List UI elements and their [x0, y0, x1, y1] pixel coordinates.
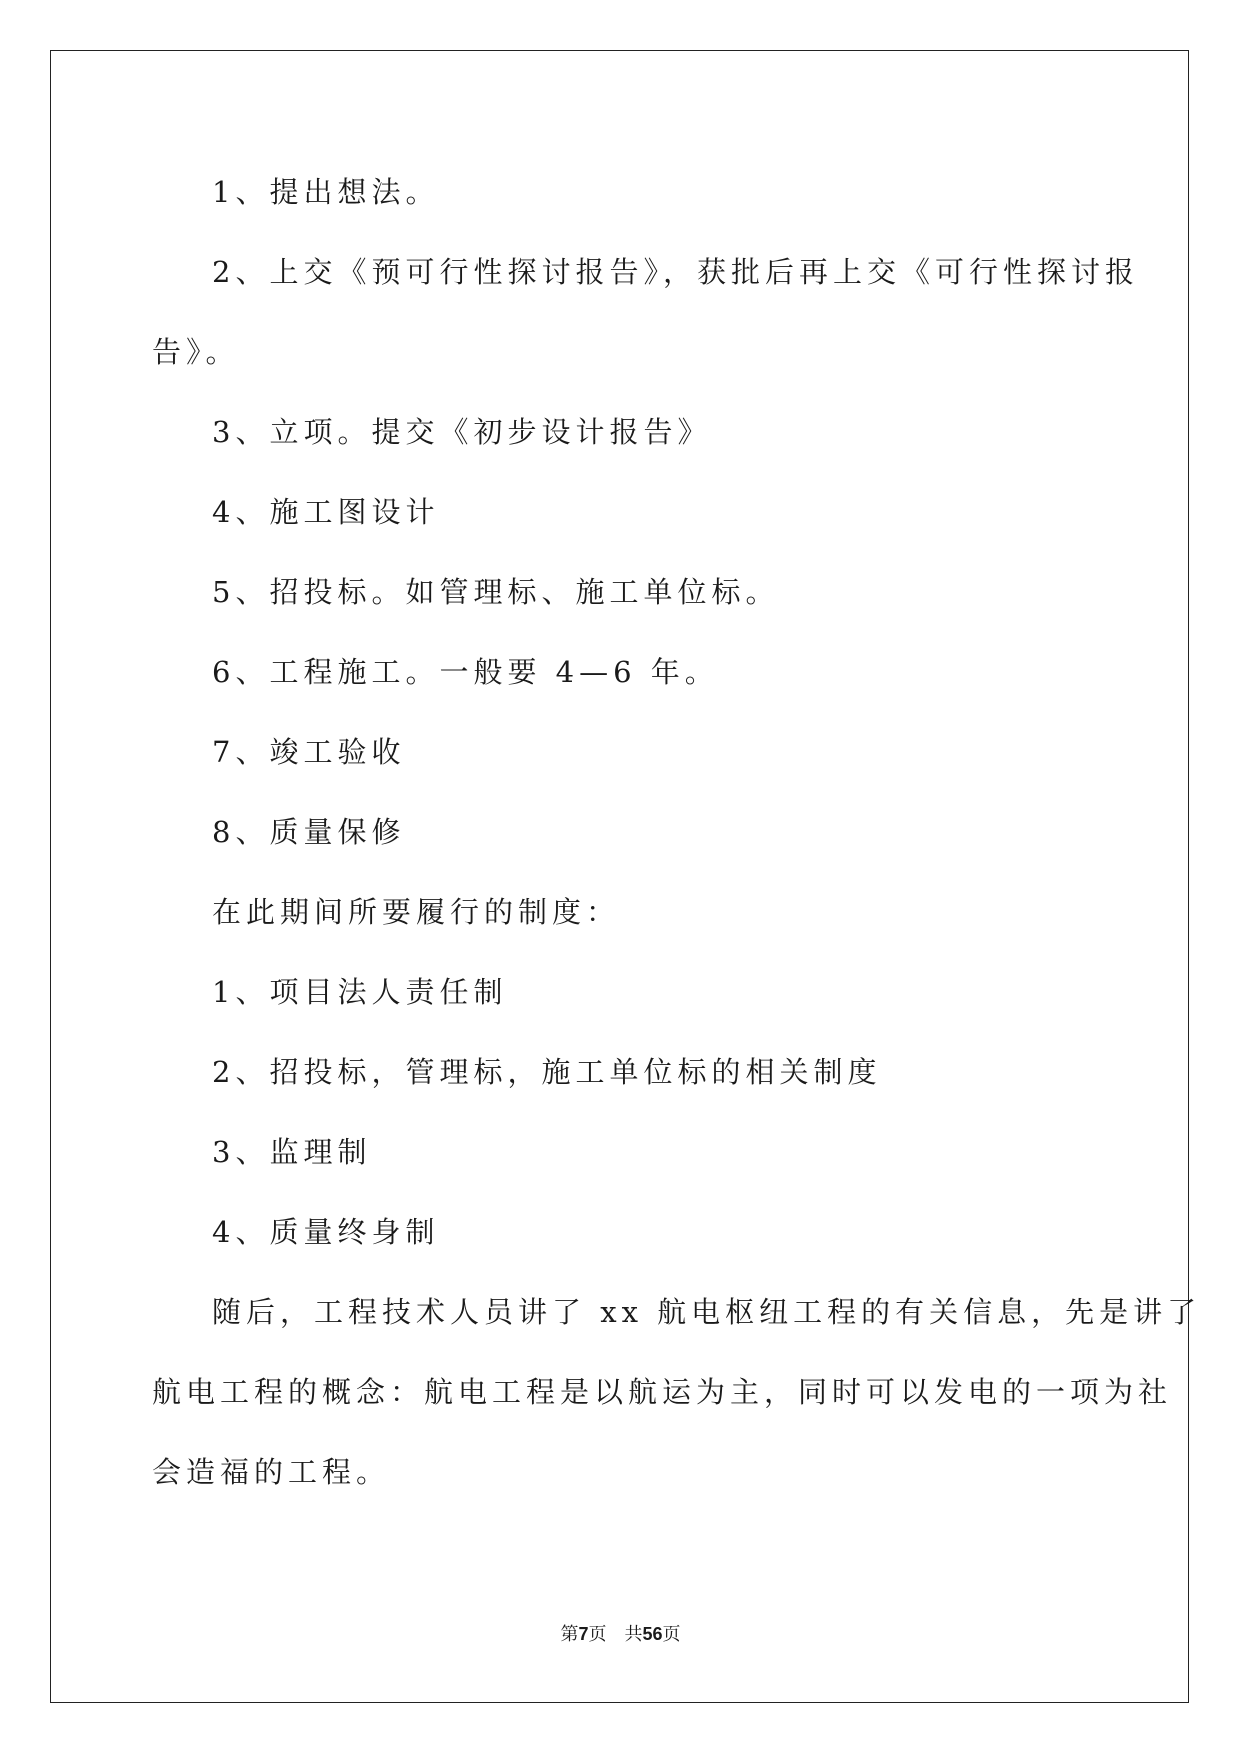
- list-item: 6、工程施工。一般要 4—6 年。: [212, 655, 719, 689]
- paragraph-continuation: 航电工程的概念：航电工程是以航运为主，同时可以发电的一项为社: [152, 1375, 1173, 1409]
- list-item: 4、施工图设计: [212, 495, 440, 529]
- list-item: 2、上交《预可行性探讨报告》，获批后再上交《可行性探讨报: [212, 255, 1139, 289]
- list-item: 7、竣工验收: [212, 735, 406, 769]
- list-item: 4、质量终身制: [212, 1215, 440, 1249]
- total-pages-number: 56: [642, 1624, 663, 1644]
- list-item: 1、提出想法。: [212, 175, 440, 209]
- list-item: 2、招投标，管理标，施工单位标的相关制度: [212, 1055, 882, 1089]
- list-item: 1、项目法人责任制: [212, 975, 508, 1009]
- paragraph: 随后，工程技术人员讲了 xx 航电枢纽工程的有关信息，先是讲了: [212, 1295, 1202, 1329]
- paragraph-continuation: 会造福的工程。: [152, 1455, 391, 1489]
- footer-suffix: 页: [662, 1624, 681, 1645]
- list-item: 8、质量保修: [212, 815, 406, 849]
- list-item: 3、立项。提交《初步设计报告》: [212, 415, 712, 449]
- footer-prefix: 第: [560, 1624, 579, 1645]
- current-page-number: 7: [578, 1624, 589, 1644]
- footer-middle: 页 共: [588, 1624, 643, 1645]
- page-footer: [0, 1620, 1241, 1646]
- list-item: 3、监理制: [212, 1135, 372, 1169]
- paragraph: 在此期间所要履行的制度：: [212, 895, 621, 929]
- list-item: 5、招投标。如管理标、施工单位标。: [212, 575, 780, 609]
- list-item-continuation: 告》。: [152, 335, 240, 369]
